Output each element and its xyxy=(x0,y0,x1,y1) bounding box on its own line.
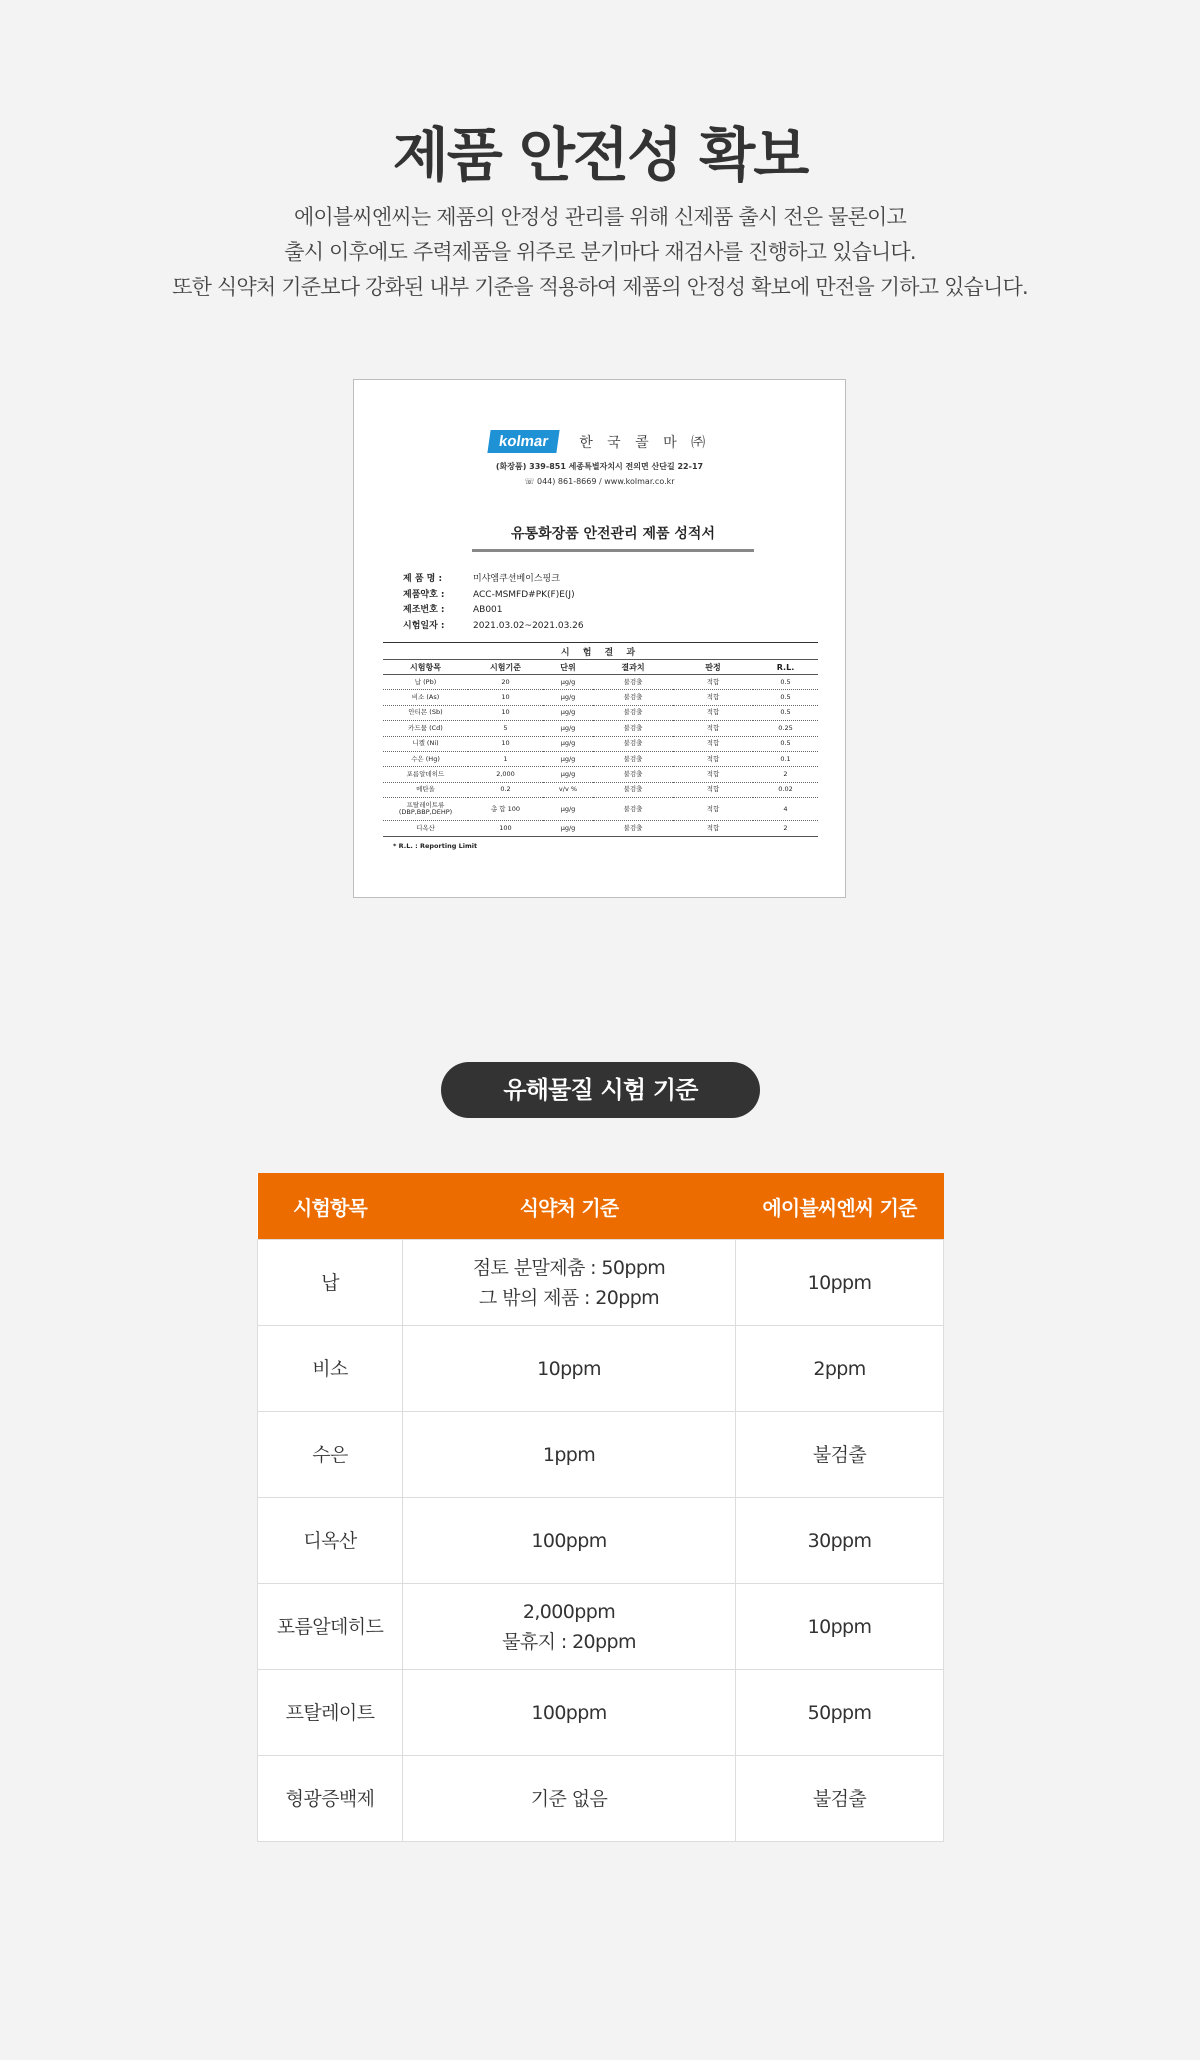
table-cell: µg/g xyxy=(543,767,593,782)
mfds-standard-cell xyxy=(403,1756,736,1842)
column-header: 결과치 xyxy=(593,660,673,675)
table-cell: 0.02 xyxy=(753,782,818,797)
table-cell: 불검출 xyxy=(593,751,673,766)
able-standard-cell: 불검출 xyxy=(736,1756,944,1842)
column-header: 단위 xyxy=(543,660,593,675)
table-cell: µg/g xyxy=(543,751,593,766)
standards-table xyxy=(257,1173,944,1842)
mfds-standard-line: 1ppm xyxy=(542,1443,596,1466)
info-label: 제 품 명 : xyxy=(403,574,443,584)
mfds-standard-cell xyxy=(403,1412,736,1498)
intro-line: 에이블씨엔씨는 제품의 안정성 관리를 위해 신제품 출시 전은 물론이고 xyxy=(293,205,907,229)
able-standard-cell: 10ppm xyxy=(736,1240,944,1326)
table-cell: 2,000 xyxy=(468,767,543,782)
column-header: 시험항목 xyxy=(383,660,468,675)
column-header: 판정 xyxy=(673,660,753,675)
table-row xyxy=(383,705,818,720)
test-item-cell: 형광증백제 xyxy=(258,1756,403,1842)
table-row xyxy=(383,782,818,797)
table-cell: 카드뮴 (Cd) xyxy=(383,721,468,736)
results-title: 시 험 결 과 xyxy=(383,642,818,660)
table-cell: 불검출 xyxy=(593,690,673,705)
able-standard-cell: 50ppm xyxy=(736,1670,944,1756)
info-value: ACC-MSMFD#PK(F)E(J) xyxy=(473,589,575,600)
table-cell: 10 xyxy=(468,690,543,705)
able-standard-cell: 30ppm xyxy=(736,1498,944,1584)
table-row xyxy=(258,1412,944,1498)
table-row xyxy=(258,1670,944,1756)
table-cell: 2 xyxy=(753,821,818,836)
column-header: 시험항목 xyxy=(258,1173,403,1240)
table-row xyxy=(383,767,818,782)
table-cell: 프탈레이트류 (DBP,BBP,DEHP) xyxy=(383,798,468,821)
able-standard-cell: 2ppm xyxy=(736,1326,944,1412)
table-cell: µg/g xyxy=(543,798,593,821)
company-address: (화장품) 339-851 세종특별자치시 전의면 산단길 22-17 xyxy=(495,462,704,471)
table-cell: 불검출 xyxy=(593,798,673,821)
table-row xyxy=(383,690,818,705)
results-header-row xyxy=(383,660,818,675)
table-cell: 0.5 xyxy=(753,705,818,720)
table-row xyxy=(258,1584,944,1670)
info-row xyxy=(403,603,584,619)
test-certificate-document xyxy=(353,379,846,898)
table-cell: 적합 xyxy=(673,751,753,766)
able-standard-cell: 불검출 xyxy=(736,1412,944,1498)
table-row xyxy=(383,721,818,736)
table-cell: 0.2 xyxy=(468,782,543,797)
mfds-standard-cell xyxy=(403,1670,736,1756)
table-cell: 적합 xyxy=(673,736,753,751)
table-cell: 적합 xyxy=(673,721,753,736)
table-cell: µg/g xyxy=(543,705,593,720)
reporting-limit-note: * R.L. : Reporting Limit xyxy=(393,841,478,850)
intro-line: 출시 이후에도 주력제품을 위주로 분기마다 재검사를 진행하고 있습니다. xyxy=(284,240,916,264)
table-cell: 메탄올 xyxy=(383,782,468,797)
info-label: 제조번호 : xyxy=(403,605,445,615)
mfds-standard-cell xyxy=(403,1584,736,1670)
table-cell: 적합 xyxy=(673,767,753,782)
kolmar-logo: kolmar xyxy=(487,430,559,453)
column-header: R.L. xyxy=(753,660,818,675)
table-cell: 2 xyxy=(753,767,818,782)
table-row xyxy=(258,1498,944,1584)
table-cell: 적합 xyxy=(673,675,753,690)
results-section xyxy=(383,642,818,850)
table-cell: 불검출 xyxy=(593,767,673,782)
test-item-cell: 프탈레이트 xyxy=(258,1670,403,1756)
table-cell: 불검출 xyxy=(593,821,673,836)
table-cell: 적합 xyxy=(673,821,753,836)
column-header: 시험기준 xyxy=(468,660,543,675)
intro-line: 또한 식약처 기준보다 강화된 내부 기준을 적용하여 제품의 안정성 확보에 만전을 기하고 있습니다. xyxy=(172,275,1028,299)
table-row xyxy=(258,1240,944,1326)
info-row xyxy=(403,572,584,588)
results-table xyxy=(383,660,818,837)
table-cell: 적합 xyxy=(673,690,753,705)
mfds-standard-line: 점토 분말제춤 : 50ppm xyxy=(472,1256,666,1279)
mfds-standard-line: 물휴지 : 20ppm xyxy=(502,1630,636,1653)
table-cell: 총 합 100 xyxy=(468,798,543,821)
table-cell: µg/g xyxy=(543,721,593,736)
mfds-standard-cell xyxy=(403,1326,736,1412)
test-item-cell: 비소 xyxy=(258,1326,403,1412)
page-title: 제품 안전성 확보 xyxy=(392,121,808,189)
mfds-standard-line: 100ppm xyxy=(531,1701,607,1724)
certificate-header xyxy=(354,430,845,456)
info-value: 미샤엠쿠션베이스핑크 xyxy=(473,574,560,584)
table-cell: 불검출 xyxy=(593,721,673,736)
info-value: 2021.03.02~2021.03.26 xyxy=(473,620,584,631)
intro-text xyxy=(0,200,1200,305)
mfds-standard-cell xyxy=(403,1498,736,1584)
info-label: 제품약호 : xyxy=(403,589,445,600)
table-row xyxy=(383,798,818,821)
table-cell: 4 xyxy=(753,798,818,821)
table-cell: 10 xyxy=(468,705,543,720)
table-cell: µg/g xyxy=(543,675,593,690)
able-standard-cell: 10ppm xyxy=(736,1584,944,1670)
info-row xyxy=(403,588,584,604)
column-header: 에이블씨엔씨 기준 xyxy=(736,1173,944,1240)
table-cell: 0.5 xyxy=(753,675,818,690)
table-cell: 납 (Pb) xyxy=(383,675,468,690)
mfds-standard-cell xyxy=(403,1240,736,1326)
table-cell: v/v % xyxy=(543,782,593,797)
standards-header-row xyxy=(258,1173,944,1240)
table-cell: µg/g xyxy=(543,736,593,751)
table-cell: 0.25 xyxy=(753,721,818,736)
table-cell: 적합 xyxy=(673,705,753,720)
table-cell: 비소 (As) xyxy=(383,690,468,705)
test-item-cell: 디옥산 xyxy=(258,1498,403,1584)
info-row xyxy=(403,619,584,635)
test-item-cell: 포름알데히드 xyxy=(258,1584,403,1670)
table-cell: 0.5 xyxy=(753,690,818,705)
table-cell: 0.1 xyxy=(753,751,818,766)
mfds-standard-line: 10ppm xyxy=(537,1357,601,1380)
table-cell: 적합 xyxy=(673,782,753,797)
table-cell: 5 xyxy=(468,721,543,736)
table-cell: 포름알데히드 xyxy=(383,767,468,782)
test-item-cell: 납 xyxy=(258,1240,403,1326)
table-cell: 적합 xyxy=(673,798,753,821)
table-cell: 불검출 xyxy=(593,675,673,690)
table-cell: 니켈 (Ni) xyxy=(383,736,468,751)
company-name: 한 국 콜 마 ㈜ xyxy=(579,434,711,451)
table-cell: 불검출 xyxy=(593,736,673,751)
mfds-standard-line: 그 밖의 제품 : 20ppm xyxy=(478,1286,660,1309)
table-cell: 수은 (Hg) xyxy=(383,751,468,766)
table-cell: 불검출 xyxy=(593,705,673,720)
table-row xyxy=(383,751,818,766)
column-header: 식약처 기준 xyxy=(403,1173,736,1240)
table-row xyxy=(383,821,818,836)
product-info xyxy=(403,572,584,634)
table-cell: 10 xyxy=(468,736,543,751)
table-cell: 1 xyxy=(468,751,543,766)
company-phone: ☏ 044) 861-8669 / www.kolmar.co.kr xyxy=(524,477,675,486)
table-cell: 불검출 xyxy=(593,782,673,797)
table-cell: 안티몬 (Sb) xyxy=(383,705,468,720)
table-cell: 20 xyxy=(468,675,543,690)
test-item-cell: 수은 xyxy=(258,1412,403,1498)
table-row xyxy=(258,1326,944,1412)
info-value: AB001 xyxy=(473,605,503,615)
mfds-standard-line: 100ppm xyxy=(531,1529,607,1552)
table-row xyxy=(383,736,818,751)
mfds-standard-line: 기준 없음 xyxy=(530,1787,608,1810)
table-row xyxy=(383,675,818,690)
table-cell: µg/g xyxy=(543,821,593,836)
info-label: 시험일자 : xyxy=(403,620,445,631)
certificate-title: 유통화장품 안전관리 제품 성적서 xyxy=(472,523,754,552)
table-cell: 디옥산 xyxy=(383,821,468,836)
table-cell: 100 xyxy=(468,821,543,836)
table-cell: 0.5 xyxy=(753,736,818,751)
table-row xyxy=(258,1756,944,1842)
table-cell: µg/g xyxy=(543,690,593,705)
section-label: 유해물질 시험 기준 xyxy=(441,1062,760,1118)
mfds-standard-line: 2,000ppm xyxy=(522,1600,616,1623)
